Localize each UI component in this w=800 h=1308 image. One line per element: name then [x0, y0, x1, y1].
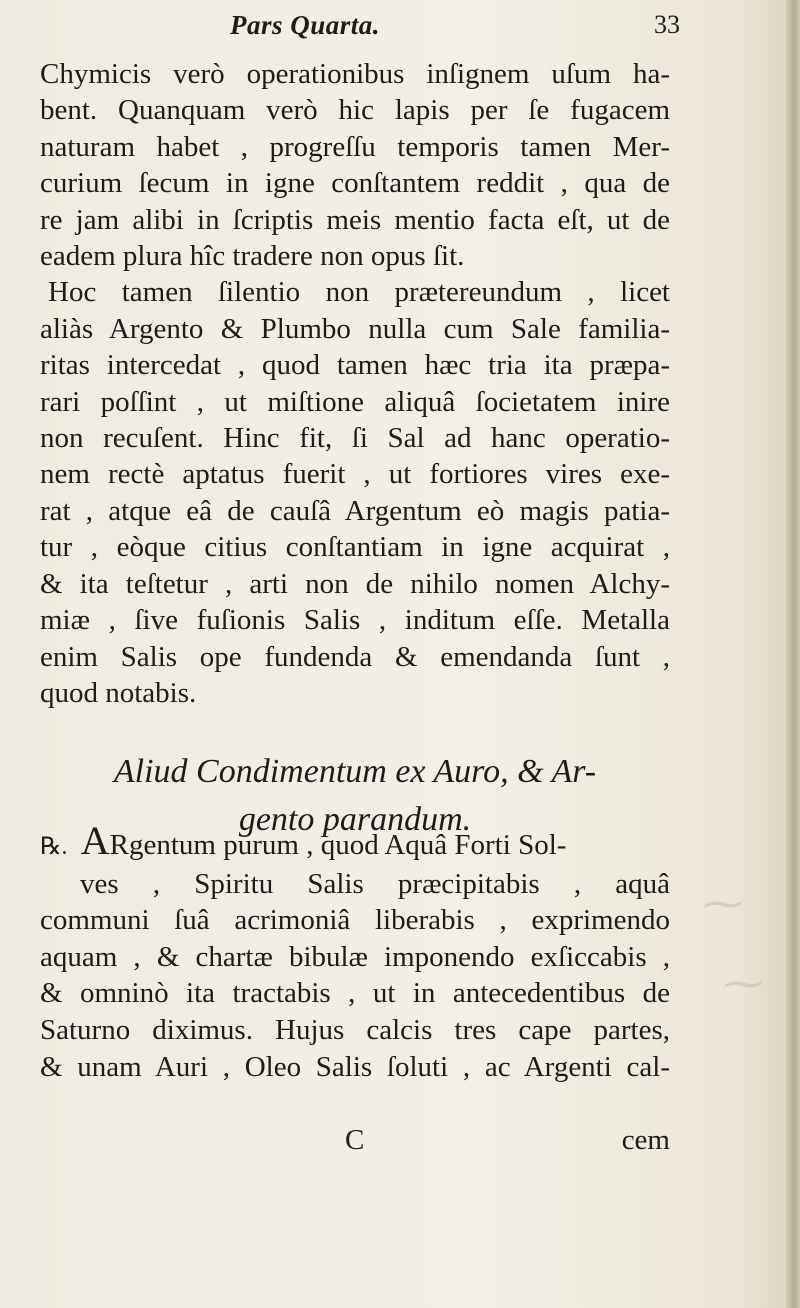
text-line: Hoc tamen ſilentio non prætereundum , licet	[48, 276, 670, 309]
page-gutter-edge	[786, 0, 800, 1308]
running-head: Pars Quarta.	[230, 10, 381, 40]
text-line: ves , Spiritu Salis præcipitabis , aquâ	[80, 867, 670, 900]
page-number: 33	[654, 10, 680, 39]
show-through-ink: ⁓	[720, 961, 760, 1006]
signature-mark: C	[345, 1124, 365, 1156]
text-line: aliàs Argento & Plumbo nulla cum Sale familia-	[40, 312, 670, 345]
page-footer	[40, 1124, 670, 1160]
text-line: naturam habet , progreſſu temporis tamen Mer-	[40, 130, 670, 163]
text-line: quod notabis.	[40, 676, 197, 709]
text-line: & unam Auri , Oleo Salis ſoluti , ac Argenti cal-	[40, 1050, 670, 1083]
text-line: communi ſuâ acrimoniâ liberabis , exprimendo	[40, 904, 670, 937]
text-line: nem rectè aptatus fuerit , ut fortiores vires exe-	[40, 458, 670, 491]
drop-cap: A	[80, 818, 110, 863]
text-line: & omninò ita tractabis , ut in antecedentibus de	[40, 977, 670, 1010]
text-line: rari poſſint , ut miſtione aliquâ ſocietatem inire	[40, 385, 670, 418]
text-line: curium ſecum in igne conſtantem reddit , qua de	[40, 167, 670, 200]
page-header	[40, 10, 680, 50]
text-line: miæ , ſive fuſionis Salis , inditum eſſe. Metalla	[40, 604, 670, 637]
text-line: aquam , & chartæ bibulæ imponendo exſiccabis ,	[40, 940, 670, 973]
recipe-symbol: ℞.	[40, 834, 68, 860]
text-line: rat , atque eâ de cauſâ Argentum eò magis patia-	[40, 494, 670, 527]
text-line: ritas intercedat , quod tamen hæc tria ita præpa-	[40, 349, 670, 382]
heading-line: gento parandum.	[238, 801, 472, 838]
text-line: bent. Quanquam verò hic lapis per ſe fugacem	[40, 94, 670, 127]
text-line: Chymicis verò operationibus inſignem uſum ha-	[40, 58, 670, 90]
text-line: tur , eòque citius conſtantiam in igne acquirat ,	[40, 531, 670, 564]
catchword: cem	[621, 1124, 670, 1156]
show-through-ink: ⁓	[700, 881, 740, 926]
text-line: & ita teſtetur , arti non de nihilo nomen Alchy-	[40, 567, 670, 600]
heading-line: Aliud Condimentum ex Auro, & Ar-	[113, 753, 597, 790]
text-line: enim Salis ope fundenda & emendanda ſunt ,	[40, 640, 670, 673]
text-line: re jam alibi in ſcriptis meis mentio facta eſt, ut de	[40, 203, 670, 236]
text-line: Saturno diximus. Hujus calcis tres cape partes,	[40, 1013, 670, 1046]
text-line: non recuſent. Hinc fit, ſi Sal ad hanc operatio-	[40, 422, 670, 455]
text-line: eadem plura hîc tradere non opus ſit.	[40, 240, 465, 273]
text-line: Rgentum purum , quod Aquâ Forti Sol-	[109, 829, 567, 861]
body-text	[40, 56, 670, 711]
